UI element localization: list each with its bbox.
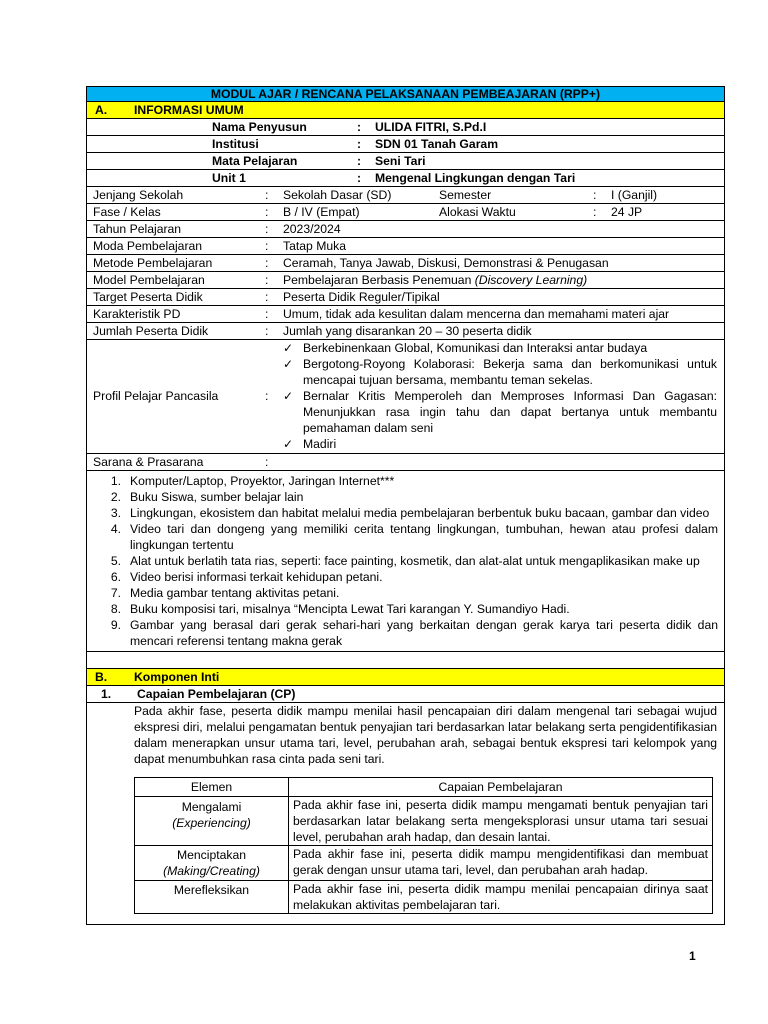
info-label: Target Peserta Didik — [93, 290, 203, 304]
profil-item — [283, 356, 717, 388]
info-value: 24 JP — [611, 205, 643, 219]
list-number: 2. — [110, 490, 121, 504]
elemen-english: (Experiencing) — [172, 816, 251, 830]
list-item — [87, 553, 718, 569]
cp-label: Capaian Pembelajaran (CP) — [137, 687, 296, 701]
identity-row-author — [86, 119, 725, 136]
identity-label: Nama Penyusun — [212, 120, 307, 134]
section-a-number: A. — [95, 103, 108, 117]
sarana-label: Sarana & Prasarana — [93, 455, 204, 469]
profil-item — [283, 388, 717, 436]
info-row-model — [86, 272, 725, 289]
profil-list — [283, 340, 717, 452]
list-item — [87, 521, 718, 553]
info-label: Metode Pembelajaran — [93, 256, 213, 270]
list-number: 8. — [110, 602, 121, 616]
info-label: Jumlah Peserta Didik — [93, 324, 209, 338]
elemen-name: Merefleksikan — [173, 883, 250, 897]
info-colon: : — [265, 239, 269, 253]
list-text: Alat untuk berlatih tata rias, seperti: face painting, kosmetik, dan alat-alat untuk mengaplikasikan make up — [130, 554, 700, 568]
cp-paragraph: Pada akhir fase, peserta didik mampu menilai hasil pencapaian diri dalam mengenal tari sebagai wujud ekspresi diri, melalui pengamatan bentuk penyajian tari berdasarkan latar belakang serta pengidentifikasian dalam menerapkan unsur utama tari, level, perubahan arah, sebagai bentuk ekspresi tari kelompok yang dapat menumbuhkan rasa cinta pada seni tari. — [134, 704, 717, 766]
sarana-colon: : — [265, 455, 269, 469]
profil-item — [283, 436, 717, 452]
list-number: 5. — [110, 554, 121, 568]
list-number: 6. — [110, 570, 121, 584]
section-a-header — [86, 102, 725, 119]
list-item — [87, 489, 718, 505]
cp-body — [86, 703, 725, 925]
info-colon: : — [265, 256, 269, 270]
info-value: Peserta Didik Reguler/Tipikal — [283, 290, 440, 304]
info-label: Semester — [439, 188, 492, 202]
table-row — [135, 846, 713, 881]
info-row-tahun — [86, 221, 725, 238]
info-value: Sekolah Dasar (SD) — [283, 188, 392, 202]
identity-label: Institusi — [212, 137, 259, 151]
identity-value: SDN 01 Tanah Garam — [375, 137, 499, 151]
table-header-cell: Elemen — [135, 778, 289, 797]
info-colon: : — [265, 290, 269, 304]
info-value: 2023/2024 — [283, 222, 341, 236]
profil-pelajar-row — [86, 340, 725, 454]
list-number: 1. — [110, 474, 121, 488]
info-row-metode — [86, 255, 725, 272]
identity-row-unit — [86, 170, 725, 187]
info-colon: : — [265, 222, 269, 236]
profil-label: Profil Pelajar Pancasila — [93, 389, 219, 403]
info-row-jenjang — [86, 187, 725, 204]
list-text: Gambar yang berasal dari gerak sehari-hari yang berkaitan dengan gerak karya tari peserta didik dan mencari referensi tentang makna gerak — [130, 618, 718, 648]
info-value: B / IV (Empat) — [283, 205, 360, 219]
info-value: Umum, tidak ada kesulitan dalam mencerna dan memahami materi ajar — [283, 307, 670, 321]
page-number: 1 — [689, 949, 696, 963]
list-number: 4. — [110, 522, 121, 536]
elemen-cell — [135, 846, 289, 881]
blank-row — [86, 652, 725, 669]
identity-value: Seni Tari — [375, 154, 426, 168]
list-item — [87, 473, 718, 489]
list-number: 9. — [110, 618, 121, 632]
profil-item — [283, 340, 717, 356]
list-text: Komputer/Laptop, Proyektor, Jaringan Internet*** — [130, 474, 395, 488]
identity-colon: : — [357, 154, 362, 168]
identity-row-institution — [86, 136, 725, 153]
table-header-row — [135, 778, 713, 797]
section-a-label: INFORMASI UMUM — [134, 103, 244, 117]
info-label: Alokasi Waktu — [439, 205, 516, 219]
info-row-karakteristik — [86, 306, 725, 323]
checkmark-icon: ✓ — [283, 341, 294, 355]
list-text: Lingkungan, ekosistem dan habitat melalui media pembelajaran berbentuk buku bacaan, gambar dan video — [130, 506, 710, 520]
identity-label: Mata Pelajaran — [212, 154, 298, 168]
identity-colon: : — [357, 171, 362, 185]
list-text: Video berisi informasi terkait kehidupan petani. — [130, 570, 383, 584]
cp-table — [134, 777, 713, 914]
profil-item-text: Bernalar Kritis Memperoleh dan Memproses Informasi Dan Gagasan: Menunjukkan rasa ingin tahu dan dapat bertanya untuk membantu pemahaman dalam seni — [303, 389, 717, 435]
model-value-text: Pembelajaran Berbasis Penemuan — [283, 273, 475, 287]
info-label: Fase / Kelas — [93, 205, 161, 219]
elemen-cell — [135, 797, 289, 846]
info-value: Tatap Muka — [283, 239, 347, 253]
info-row-fase — [86, 204, 725, 221]
list-number: 3. — [110, 506, 121, 520]
model-value-italic: (Discovery Learning) — [474, 273, 588, 287]
info-colon: : — [593, 188, 597, 202]
list-text: Buku Siswa, sumber belajar lain — [130, 490, 304, 504]
info-label: Tahun Pelajaran — [93, 222, 182, 236]
identity-row-subject — [86, 153, 725, 170]
list-item — [87, 601, 718, 617]
info-value: Jumlah yang disarankan 20 – 30 peserta didik — [283, 324, 532, 338]
identity-label: Unit 1 — [212, 171, 246, 185]
list-item — [87, 585, 718, 601]
capaian-cell: Pada akhir fase ini, peserta didik mampu mengidentifikasi dan membuat gerak dengan unsur utama tari, level, dan perubahan arah hadap. — [289, 846, 713, 881]
elemen-english: (Making/Creating) — [163, 864, 260, 878]
info-colon: : — [265, 188, 269, 202]
info-row-jumlah — [86, 323, 725, 340]
profil-item-text: Bergotong-Royong Kolaborasi: Bekerja sama dan berkomunikasi untuk mencapai tujuan bersama, membantu teman sekelas. — [303, 357, 717, 387]
list-number: 7. — [110, 586, 121, 600]
checkmark-icon: ✓ — [283, 389, 294, 403]
info-colon: : — [593, 205, 597, 219]
info-label: Moda Pembelajaran — [93, 239, 203, 253]
identity-value: ULIDA FITRI, S.Pd.I — [375, 120, 487, 134]
list-text: Media gambar tentang aktivitas petani. — [130, 586, 340, 600]
profil-item-text: Madiri — [303, 437, 337, 451]
list-text: Buku komposisi tari, misalnya “Mencipta Lewat Tari karangan Y. Sumandiyo Hadi. — [130, 602, 570, 616]
sarana-header-row — [86, 454, 725, 471]
capaian-cell: Pada akhir fase ini, peserta didik mampu mengamati bentuk penyajian tari berdasarkan latar belakang serta mengeksplorasi unsur utama tari sesuai level, perubahan arah hadap, dan desain lantai. — [289, 797, 713, 846]
document-page — [86, 86, 725, 925]
info-colon: : — [265, 205, 269, 219]
info-label: Model Pembelajaran — [93, 273, 205, 287]
cp-number: 1. — [101, 687, 112, 701]
list-item — [87, 617, 718, 649]
info-colon: : — [265, 273, 269, 287]
info-row-moda — [86, 238, 725, 255]
elemen-cell — [135, 881, 289, 914]
elemen-name: Mengalami — [181, 800, 242, 814]
identity-colon: : — [357, 120, 362, 134]
document-title: MODUL AJAR / RENCANA PELAKSANAAN PEMBEAJARAN (RPP+) — [86, 86, 725, 102]
info-label: Jenjang Sekolah — [93, 188, 184, 202]
info-value: I (Ganjil) — [611, 188, 658, 202]
info-value — [283, 272, 587, 288]
info-value: Ceramah, Tanya Jawab, Diskusi, Demonstrasi & Penugasan — [283, 256, 609, 270]
checkmark-icon: ✓ — [283, 437, 294, 451]
profil-item-text: Berkebinenkaan Global, Komunikasi dan Interaksi antar budaya — [303, 341, 648, 355]
sarana-list — [86, 471, 725, 652]
list-item — [87, 569, 718, 585]
info-label: Karakteristik PD — [93, 307, 181, 321]
section-b-header — [86, 669, 725, 686]
identity-value: Mengenal Lingkungan dengan Tari — [375, 171, 576, 185]
elemen-name: Menciptakan — [176, 848, 247, 862]
info-colon: : — [265, 307, 269, 321]
profil-colon: : — [265, 389, 269, 403]
table-row — [135, 797, 713, 846]
capaian-cell: Pada akhir fase ini, peserta didik mampu menilai pencapaian dirinya saat melakukan aktivitas pembelajaran tari. — [289, 881, 713, 914]
section-b-number: B. — [95, 670, 108, 684]
identity-colon: : — [357, 137, 362, 151]
table-row — [135, 881, 713, 914]
section-b-label: Komponen Inti — [134, 670, 220, 684]
checkmark-icon: ✓ — [283, 357, 294, 371]
info-row-target — [86, 289, 725, 306]
cp-header-row — [86, 686, 725, 703]
list-text: Video tari dan dongeng yang memiliki cerita tentang lingkungan, tumbuhan, hewan atau profesi dalam lingkungan tertentu — [130, 522, 718, 552]
table-header-cell: Capaian Pembelajaran — [289, 778, 713, 797]
list-item — [87, 505, 718, 521]
info-colon: : — [265, 324, 269, 338]
